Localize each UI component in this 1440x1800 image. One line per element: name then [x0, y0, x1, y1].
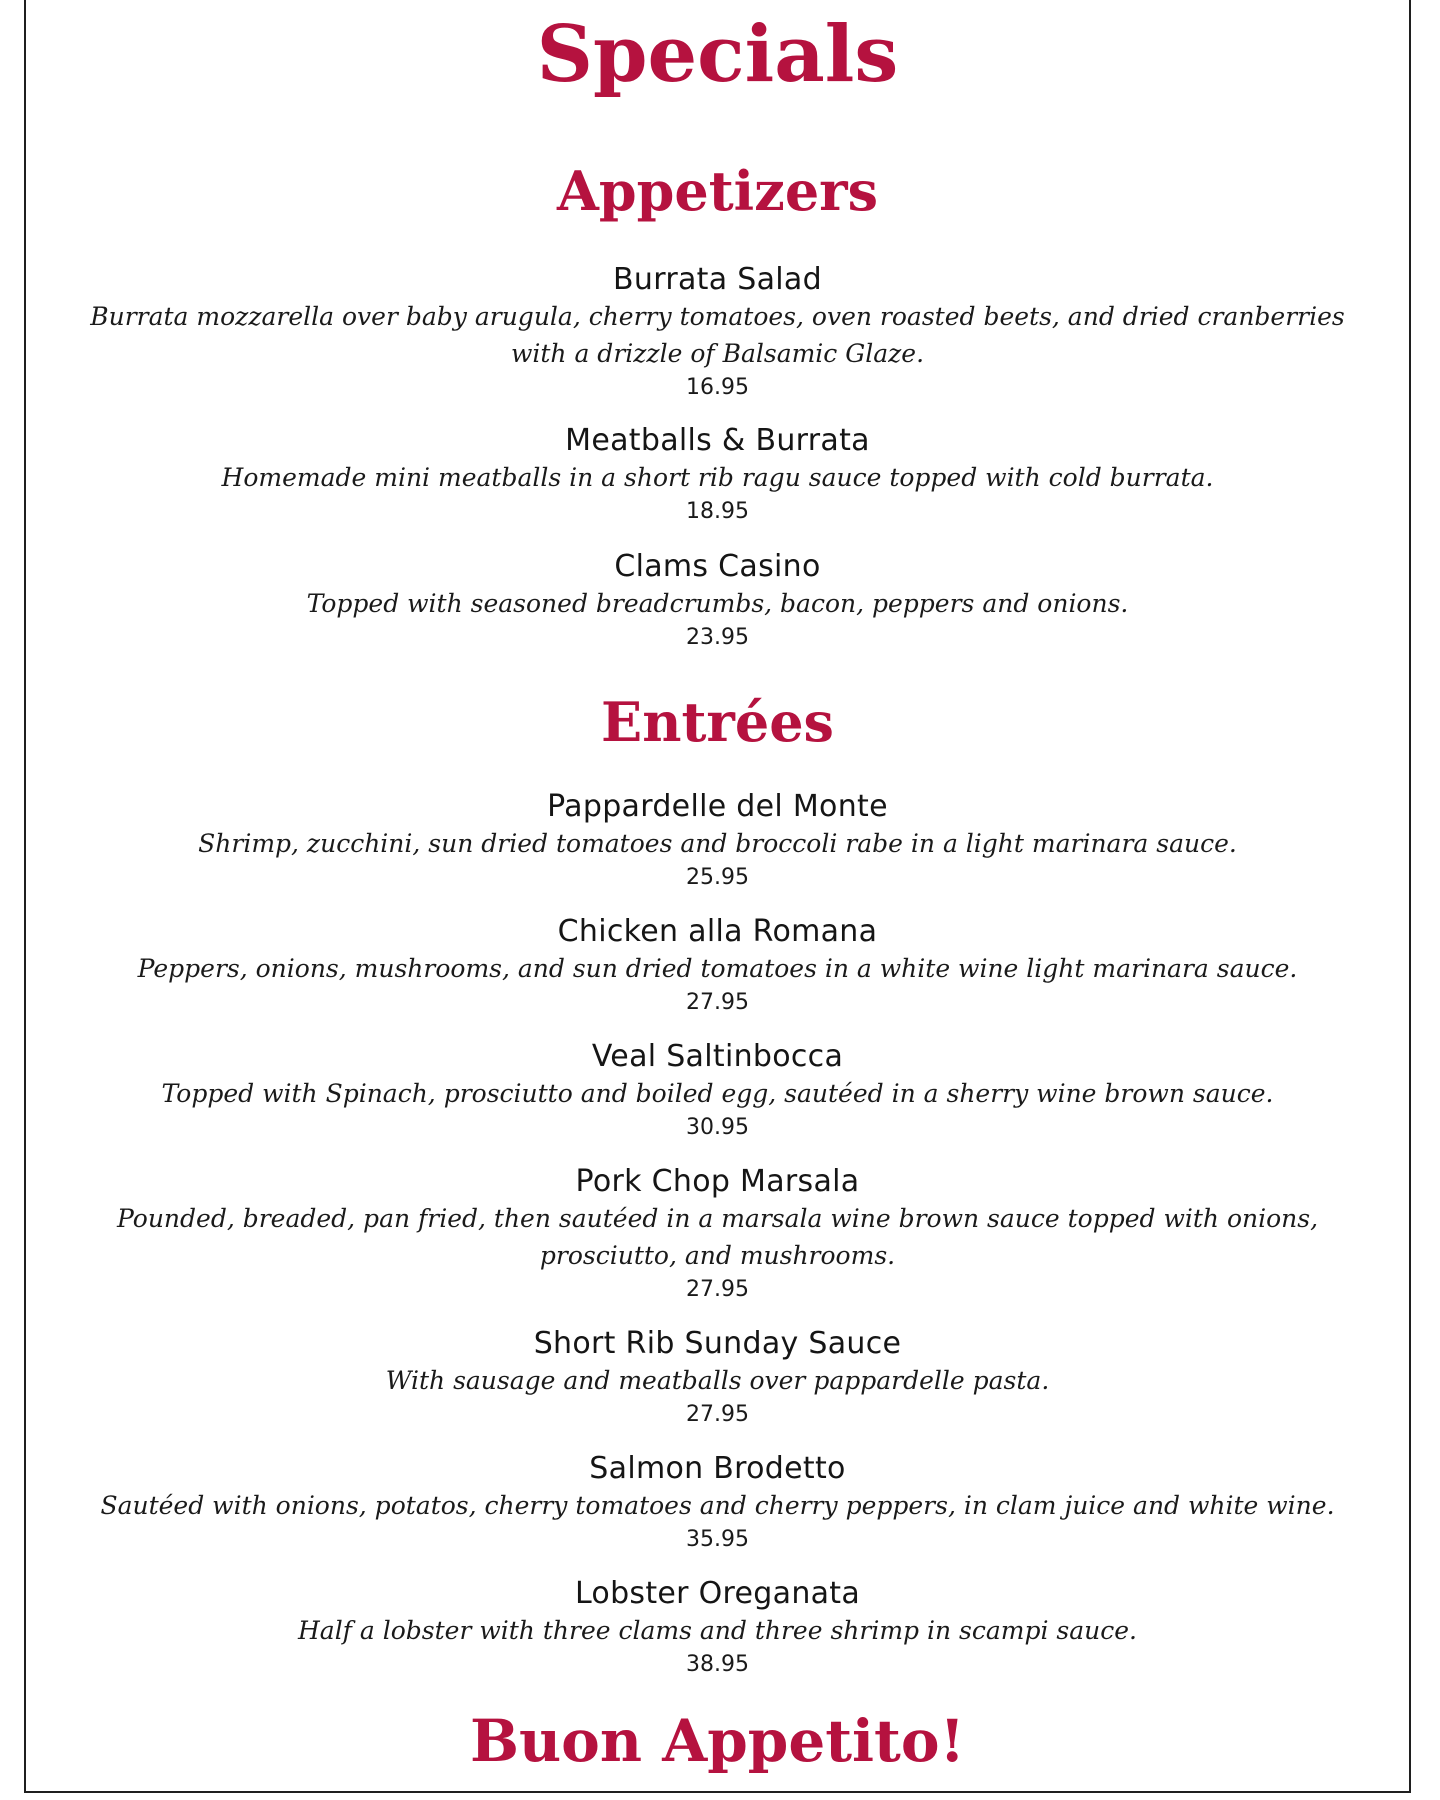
menu-title: Specials: [536, 9, 899, 100]
item-description: Peppers, onions, mushrooms, and sun dried tomatoes in a white wine light marinara sauce.: [137, 954, 1298, 983]
item-price: 23.95: [686, 625, 749, 650]
menu-item-pork-chop-marsala: [66, 1164, 1369, 1306]
item-description: Burrata mozzarella over baby arugula, cherry tomatoes, oven roasted beets, and dried cranberries with a drizzle of Balsamic Glaze.: [90, 302, 1345, 368]
menu-item-short-rib-sunday-sauce: [66, 1326, 1369, 1431]
item-price: 16.95: [686, 375, 749, 400]
item-name: Clams Casino: [614, 549, 821, 584]
item-price: 35.95: [686, 1527, 749, 1552]
item-description: Half a lobster with three clams and three shrimp in scampi sauce.: [297, 1616, 1137, 1645]
item-name: Salmon Brodetto: [589, 1451, 846, 1486]
item-price: 18.95: [686, 499, 749, 524]
item-name: Pappardelle del Monte: [547, 789, 888, 824]
menu-item-pappardelle-del-monte: [66, 789, 1369, 894]
menu-item-burrata-salad: [66, 262, 1369, 404]
item-name: Chicken alla Romana: [557, 914, 878, 949]
item-description: Topped with seasoned breadcrumbs, bacon, peppers and onions.: [306, 589, 1129, 618]
item-name: Meatballs & Burrata: [565, 423, 870, 458]
item-price: 25.95: [686, 865, 749, 890]
item-price: 27.95: [686, 1277, 749, 1302]
menu-page: [24, 0, 1411, 1793]
item-description: Sautéed with onions, potatos, cherry tomatoes and cherry peppers, in clam juice and white wine.: [100, 1491, 1335, 1520]
item-name: Burrata Salad: [613, 262, 822, 297]
item-name: Lobster Oreganata: [574, 1576, 861, 1611]
section-heading-entrees: Entrées: [601, 690, 834, 754]
item-price: 27.95: [686, 1402, 749, 1427]
item-description: Topped with Spinach, prosciutto and boiled egg, sautéed in a sherry wine brown sauce.: [161, 1079, 1274, 1108]
menu-item-veal-saltinbocca: [66, 1039, 1369, 1144]
closing-text: Buon Appetito!: [469, 1707, 965, 1775]
item-price: 30.95: [686, 1115, 749, 1140]
menu-item-meatballs-burrata: [66, 423, 1369, 528]
item-description: Pounded, breaded, pan fried, then sautéed in a marsala wine brown sauce topped with onions, prosciutto, and mushrooms.: [116, 1204, 1319, 1270]
item-name: Short Rib Sunday Sauce: [533, 1326, 902, 1361]
item-name: Pork Chop Marsala: [575, 1164, 860, 1199]
menu-item-chicken-alla-romana: [66, 914, 1369, 1019]
menu-item-lobster-oreganata: [66, 1576, 1369, 1681]
item-price: 27.95: [686, 990, 749, 1015]
item-name: Veal Saltinbocca: [591, 1039, 844, 1074]
menu-item-clams-casino: [66, 549, 1369, 654]
section-heading-appetizers: Appetizers: [556, 159, 879, 223]
item-price: 38.95: [686, 1652, 749, 1677]
item-description: With sausage and meatballs over pappardelle pasta.: [385, 1366, 1050, 1395]
item-description: Shrimp, zucchini, sun dried tomatoes and broccoli rabe in a light marinara sauce.: [198, 829, 1237, 858]
item-description: Homemade mini meatballs in a short rib ragu sauce topped with cold burrata.: [221, 463, 1214, 492]
menu-item-salmon-brodetto: [66, 1451, 1369, 1556]
